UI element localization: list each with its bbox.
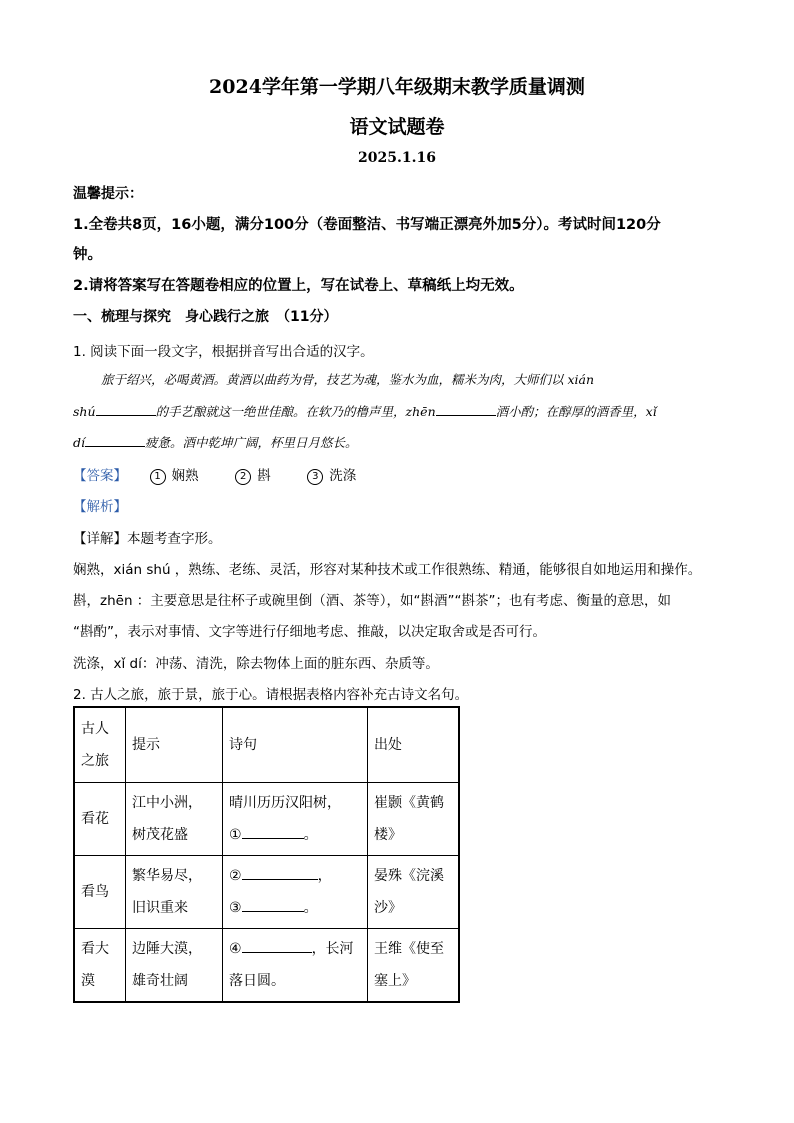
blank-xidi[interactable]: [85, 432, 145, 447]
hint-line: 繁华易尽，: [132, 868, 202, 884]
cell-source: [368, 783, 460, 856]
pinyin-xianshu-end: shú: [73, 404, 96, 419]
cell-hint: [126, 856, 223, 929]
header-cell-trip: [74, 707, 126, 783]
cell-hint: [126, 929, 223, 1003]
table-row: [74, 783, 459, 856]
question-2-stem: 2. 古人之旅，旅于景，旅于心。请根据表格内容补充古诗文名句。: [73, 687, 469, 703]
cell-verse: [223, 929, 368, 1003]
hint-line: 江中小洲，: [132, 795, 202, 811]
notice-heading: 温馨提示：: [73, 186, 143, 202]
blank-1[interactable]: [242, 824, 304, 839]
explanation-2-cont: “斟酌”，表示对事情、文字等进行仔细地考虑、推敲，以决定取舍或是否可行。: [73, 624, 546, 640]
blank-number: ②: [229, 868, 242, 884]
cell-verse: [223, 856, 368, 929]
source-line: 塞上》: [374, 973, 416, 989]
hint-line: 边陲大漠，: [132, 941, 202, 957]
notice-item-1: 1.全卷共8页，16小题，满分100分（卷面整洁、书写端正漂亮外加5分）。考试时间120分: [73, 217, 661, 233]
blank-3[interactable]: [242, 897, 304, 912]
cell-source: [368, 929, 460, 1003]
cell-hint: [126, 783, 223, 856]
passage-line-2-text-2: 酒小酌；在醇厚的酒香里，xǐ: [495, 404, 657, 419]
trip-line: 看大: [81, 941, 109, 957]
circle-num-1: 1: [150, 469, 166, 485]
hint-line: 树茂花盛: [132, 827, 188, 843]
passage-line-2-text: 的手艺酿就这一绝世佳酿。在软乃的橹声里，zhēn: [155, 404, 436, 419]
verse-text: ，长河: [311, 941, 354, 957]
source-line: 楼》: [374, 827, 402, 843]
explanation-2: 斟，zhēn ：主要意思是往杯子或碗里倒（酒、茶等），如“斟酒”“斟茶”；也有考虑、衡量的意思，如: [73, 593, 672, 609]
exam-subtitle: 语文试题卷: [349, 116, 445, 138]
trip-line: 漠: [81, 973, 95, 989]
blank-number: ①: [229, 827, 242, 843]
cell-trip: [74, 929, 126, 1003]
verse-punct: 。: [303, 900, 318, 916]
circle-num-3: 3: [307, 469, 323, 485]
blank-number: ④: [229, 941, 242, 957]
verse-line: [229, 933, 361, 965]
hint-line: 旧识重来: [132, 900, 188, 916]
passage-line-3-text: 疲惫。酒中乾坤广阔，杯里日月悠长。: [145, 435, 358, 450]
header-cell-verse: 诗句: [223, 707, 368, 783]
passage-line-1: 旅于绍兴，必喝黄酒。黄酒以曲药为骨，技艺为魂，鉴水为血，糯米为肉，大师们以 xián: [101, 372, 595, 387]
analysis-tag: 【解析】: [73, 499, 127, 515]
table-row: [74, 929, 459, 1003]
source-line: 沙》: [374, 900, 402, 916]
blank-2[interactable]: [242, 865, 318, 880]
poem-table: [73, 706, 460, 1003]
verse-line: [229, 860, 361, 892]
section-1-heading: 一、梳理与探究 身心践行之旅 （11分）: [73, 309, 338, 325]
passage-line-2: [73, 401, 657, 420]
verse-line: 晴川历历汉阳树，: [229, 795, 341, 811]
answer-row: [73, 464, 356, 485]
header-text: 古人: [81, 721, 109, 737]
source-line: 王维《使至: [374, 941, 444, 957]
explanation-3: 洗涤，xǐ dí：冲荡、清洗，除去物体上面的脏东西、杂质等。: [73, 656, 439, 672]
verse-line: [229, 819, 361, 851]
pinyin-xidi-end: dí: [73, 435, 85, 450]
verse-punct: ，: [317, 868, 332, 884]
exam-title: 2024学年第一学期八年级期末教学质量调测: [209, 76, 585, 98]
header-text: 之旅: [81, 753, 109, 769]
source-line: 晏殊《浣溪: [374, 868, 444, 884]
blank-zhen[interactable]: [436, 401, 496, 416]
blank-number: ③: [229, 900, 242, 916]
blank-xianshu[interactable]: [96, 401, 156, 416]
source-line: 崔颢《黄鹤: [374, 795, 444, 811]
notice-item-1-cont: 钟。: [73, 247, 102, 263]
verse-line: [229, 892, 361, 924]
verse-punct: 。: [303, 827, 318, 843]
cell-source: [368, 856, 460, 929]
circle-num-2: 2: [235, 469, 251, 485]
passage-line-3: [73, 432, 358, 451]
detail-heading: 【详解】本题考查字形。: [73, 531, 222, 547]
answer-tag: 【答案】: [73, 468, 127, 484]
header-cell-source: 出处: [368, 707, 460, 783]
answer-3: 洗涤: [329, 468, 357, 484]
verse-line: 落日圆。: [229, 973, 285, 989]
table-row: [74, 856, 459, 929]
table-header-row: [74, 707, 459, 783]
notice-item-2: 2.请将答案写在答题卷相应的位置上，写在试卷上、草稿纸上均无效。: [73, 278, 524, 294]
explanation-1: 娴熟，xián shú ，熟练、老练、灵活，形容对某种技术或工作很熟练、精通，能够很自如地运用和操作。: [73, 562, 702, 578]
question-1-stem: 1. 阅读下面一段文字，根据拼音写出合适的汉字。: [73, 344, 374, 360]
cell-verse: [223, 783, 368, 856]
answer-1: 娴熟: [171, 468, 199, 484]
answer-2: 斟: [257, 468, 271, 484]
cell-trip: 看鸟: [74, 856, 126, 929]
blank-4[interactable]: [242, 938, 312, 953]
exam-date: 2025.1.16: [358, 150, 436, 166]
cell-trip: 看花: [74, 783, 126, 856]
header-cell-hint: 提示: [126, 707, 223, 783]
hint-line: 雄奇壮阔: [132, 973, 188, 989]
